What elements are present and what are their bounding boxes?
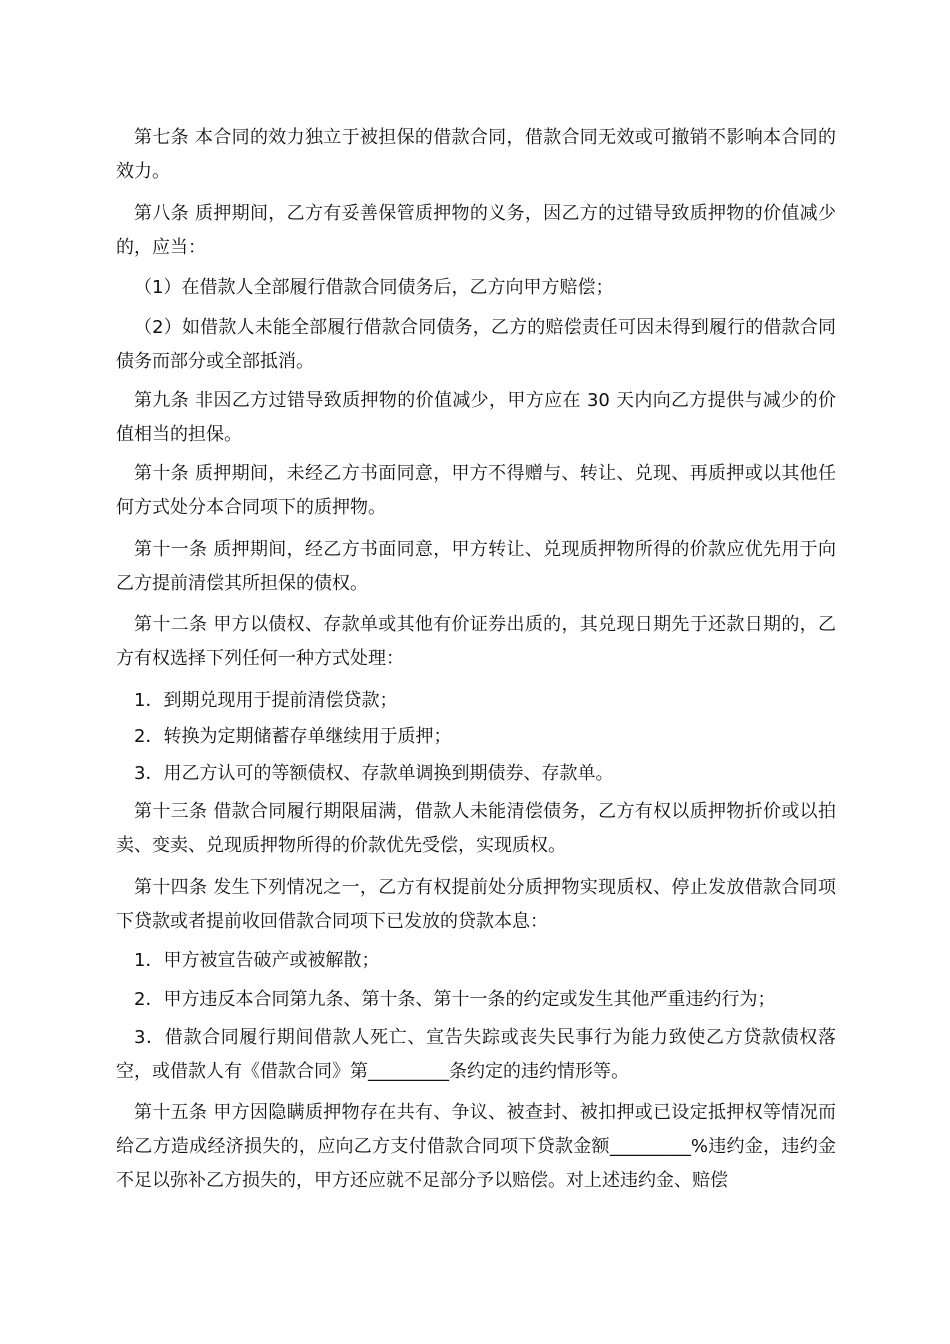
article-14-item-2: 2．甲方违反本合同第九条、第十条、第十一条的约定或发生其他严重违约行为；	[134, 989, 776, 1010]
article-7: 第七条 本合同的效力独立于被担保的借款合同，借款合同无效或可撤销不影响本合同的效力。	[116, 127, 836, 182]
article-12: 第十二条 甲方以债权、存款单或其他有价证券出质的，其兑现日期先于还款日期的，乙方有权选择下列任何一种方式处理：	[116, 614, 836, 669]
article-12-item-1: 1．到期兑现用于提前清偿贷款；	[134, 690, 398, 711]
article-11: 第十一条 质押期间，经乙方书面同意，甲方转让、兑现质押物所得的价款应优先用于向乙方提前清偿其所担保的债权。	[116, 539, 836, 594]
article-8: 第八条 质押期间，乙方有妥善保管质押物的义务，因乙方的过错导致质押物的价值减少的，应当：	[116, 203, 836, 258]
article-10: 第十条 质押期间，未经乙方书面同意，甲方不得赠与、转让、兑现、再质押或以其他任何方式处分本合同项下的质押物。	[116, 463, 836, 518]
article-8-item-2: （2）如借款人未能全部履行借款合同债务，乙方的赔偿责任可因未得到履行的借款合同债务而部分或全部抵消。	[116, 317, 836, 372]
article-12-item-3: 3．用乙方认可的等额债权、存款单调换到期债券、存款单。	[134, 763, 614, 784]
article-9: 第九条 非因乙方过错导致质押物的价值减少，甲方应在 30 天内向乙方提供与减少的价值相当的担保。	[116, 390, 836, 445]
article-15: 第十五条 甲方因隐瞒质押物存在共有、争议、被查封、被扣押或已设定抵押权等情况而给乙方造成经济损失的，应向乙方支付借款合同项下贷款金额_________%违约金，违约金不足以弥补乙方损失的，甲方还应就不足部分予以赔偿。对上述违约金、赔偿	[116, 1102, 836, 1191]
article-13: 第十三条 借款合同履行期限届满，借款人未能清偿债务，乙方有权以质押物折价或以拍卖、变卖、兑现质押物所得的价款优先受偿，实现质权。	[116, 801, 836, 856]
article-12-item-2: 2．转换为定期储蓄存单继续用于质押；	[134, 726, 452, 747]
article-14-item-3: 3．借款合同履行期间借款人死亡、宣告失踪或丧失民事行为能力致使乙方贷款债权落空，或借款人有《借款合同》第_________条约定的违约情形等。	[116, 1027, 836, 1082]
article-8-item-1: （1）在借款人全部履行借款合同债务后，乙方向甲方赔偿；	[134, 277, 614, 298]
article-14: 第十四条 发生下列情况之一，乙方有权提前处分质押物实现质权、停止发放借款合同项下贷款或者提前收回借款合同项下已发放的贷款本息：	[116, 877, 836, 932]
article-14-item-1: 1．甲方被宣告破产或被解散；	[134, 950, 380, 971]
